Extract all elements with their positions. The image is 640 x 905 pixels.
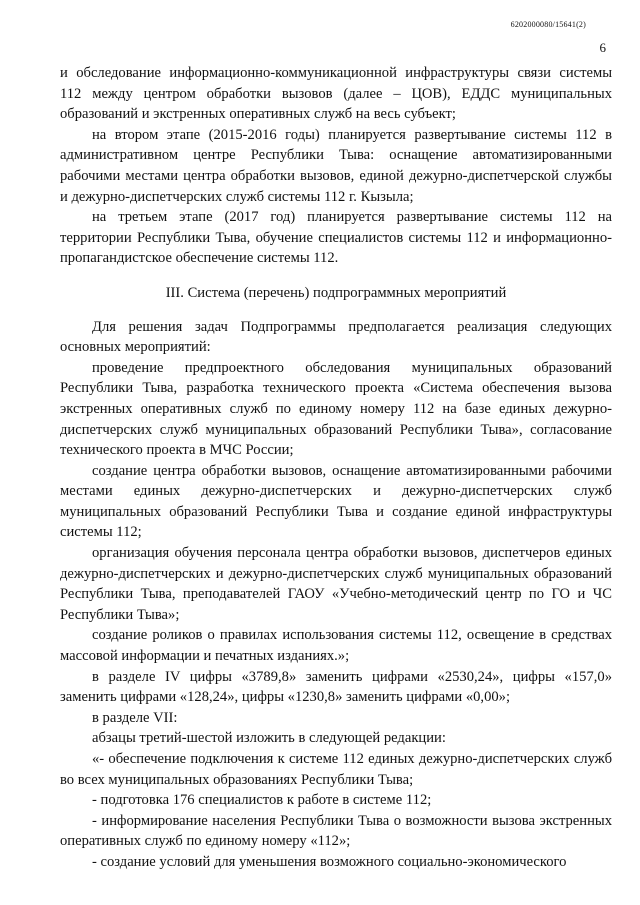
paragraph: создание роликов о правилах использования системы 112, освещение в средствах массовой информации и печатных изданиях.»; — [60, 627, 612, 665]
page-number: 6 — [599, 40, 606, 55]
paragraph: организация обучения персонала центра обработки вызовов, диспетчеров единых дежурно-диспетчерских и дежурно-диспетчерских служб муниципальных образований Республики Тыва, преподавателей ГАОУ «Учебно-методический центр по ГО и ЧС Республики Тыва»; — [60, 545, 612, 623]
paragraph: «- обеспечение подключения к системе 112 единых дежурно-диспетчерских служб во всех муниципальных образованиях Республики Тыва; — [60, 751, 612, 788]
paragraph: создание центра обработки вызовов, оснащение автоматизированными рабочими местами единых дежурно-диспетчерских и дежурно-диспетчерских служб муниципальных образований Республики Тыва и создание единой инфраструктуры системы 112; — [60, 462, 612, 541]
paragraph: - информирование населения Республики Тыва о возможности вызова экстренных оперативных служб по единому номеру «112»; — [60, 812, 612, 850]
paragraph: и обследование информационно-коммуникационной инфраструктуры связи системы 112 между центром обработки вызовов (далее – ЦОВ), ЕДДС муниципальных образований и экстренных оперативных служб на весь субъект; — [60, 65, 612, 123]
paragraph: - подготовка 176 специалистов к работе в системе 112; — [92, 792, 432, 809]
paragraph: проведение предпроектного обследования муниципальных образований Республики Тыва, разработка технического проекта «Система обеспечения вызова экстренных оперативных служб по единому номеру 112 на базе единых дежурно-диспетчерских служб муниципальных образований Республики Тыва», согласование технического проекта в МЧС России; — [60, 359, 612, 459]
paragraph: на третьем этапе (2017 год) планируется развертывание системы 112 на территории Республики Тыва, обучение специалистов системы 112 и информационно-пропагандистское обеспечение системы 112. — [60, 209, 612, 267]
document-body — [60, 63, 612, 873]
paragraph: - создание условий для уменьшения возможного социально-экономического — [92, 853, 567, 870]
paragraph: в разделе VII: — [92, 709, 178, 726]
paragraph: абзацы третий-шестой изложить в следующей редакции: — [92, 730, 446, 747]
paragraph: в разделе IV цифры «3789,8» заменить цифрами «2530,24», цифры «157,0» заменить цифрами «128,24», цифры «1230,8» заменить цифрами «0,00»; — [60, 668, 612, 706]
document-code: 6202000080/15641(2) — [510, 20, 586, 29]
paragraph: на втором этапе (2015-2016 годы) планируется развертывание системы 112 в административном центре Республики Тыва: оснащение автоматизированными рабочими местами центра обработки вызовов, единой дежурно-диспетчерской службы и дежурно-диспетчерских служб системы 112 г. Кызыла; — [60, 126, 612, 205]
paragraph: Для решения задач Подпрограммы предполагается реализация следующих основных мероприятий: — [60, 318, 612, 356]
section-heading: III. Система (перечень) подпрограммных мероприятий — [165, 284, 507, 301]
